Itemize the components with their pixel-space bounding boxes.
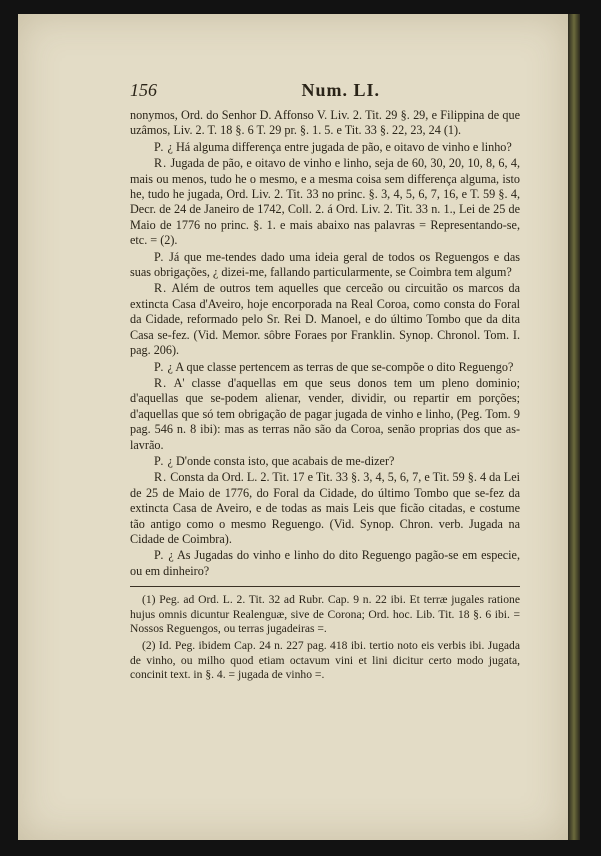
paragraph-text: Já que me-tendes dado uma ideia geral de todos os Reguengos e das suas obrigações, ¿ dizei-me, fallando particularmente, se Coimbra tem algum? xyxy=(130,249,520,280)
paragraph-text: Consta da Ord. L. 2. Tit. 17 e Tit. 33 §. 3, 4, 5, 6, 7, e Tit. 59 §. 4 da Lei de 25 de Maio de 1776, do Foral da Cidade, do último Tombo que se-fez da extincta Casa de Aveiro, e de todas as mais Leis que ficão citadas, e costume tão antigo como o mesmo Reguengo. (Vid. Synop. Chron. verb. Jugada na Cidade de Coimbra). xyxy=(130,470,520,546)
speaker-label: P. xyxy=(154,359,165,374)
page-text xyxy=(130,80,520,685)
footnote-divider xyxy=(130,586,520,587)
speaker-label: R. xyxy=(154,470,168,485)
paragraph xyxy=(130,250,520,281)
footnote: (1) Peg. ad Ord. L. 2. Tit. 32 ad Rubr. Cap. 9 n. 22 ibi. Et terræ jugales ratione hujus omnis dicuntur Realenguæ, sive de Corona; Ord. hoc. Lib. Tit. 18 §. 6 ibi. = Nossos Reguengos, ou terras jugadeiras =. xyxy=(130,593,520,636)
footnote: (2) Id. Peg. ibidem Cap. 24 n. 227 pag. 418 ibi. tertio noto eis verbis ibi. Jugada de vinho, ou milho quod etiam octavum vini et lini dicitur certo modo jugata, concinit text. in §. 4. = jugada de vinho =. xyxy=(130,638,520,682)
paragraph xyxy=(130,281,520,358)
speaker-label: R. xyxy=(154,156,168,171)
paragraph-text: A' classe d'aquellas em que seus donos tem um pleno dominio; d'aquellas que se-podem alienar, vender, dividir, ou repartir em porções; d'aquellas que só tem obrigação de pagar jugada de vinho e linho, (Peg. Tom. 9 pag. 546 n. 8 ibi): mas as terras não são da Coroa, senão proprias dos que as-lavrão. xyxy=(130,375,520,452)
paragraph-text: nonymos, Ord. do Senhor D. Affonso V. Liv. 2. Tit. 29 §. 29, e Filippina de que uzâmos, Liv. 2. T. 18 §. 6 T. 29 pr. §. 1. 5. e Tit. 33 §. 22, 23, 24 (1). xyxy=(130,108,520,138)
speaker-label: R. xyxy=(154,281,168,296)
paragraph-text: Além de outros tem aquelles que cerceão ou circuitão os marcos da extincta Casa d'Aveiro, hoje encorporada na Real Coroa, como consta do Foral da Cidade, reformado pelo Sr. Rei D. Manoel, e do último Tombo que da dita Casa se-fez. (Vid. Memor. sôbre Foraes por Franklin. Synop. Chronol. Tom. I. pag. 206). xyxy=(130,281,521,358)
paragraph xyxy=(130,470,520,547)
paragraph-text: ¿ A que classe pertencem as terras de que se-compõe o dito Reguengo? xyxy=(167,359,514,374)
paragraph xyxy=(130,140,520,155)
speaker-label: P. xyxy=(154,453,165,468)
paragraph xyxy=(130,454,520,469)
paragraph xyxy=(130,108,520,139)
speaker-label: R. xyxy=(154,375,168,390)
book-spine xyxy=(568,14,580,840)
speaker-label: P. xyxy=(154,249,165,264)
page-number: 156 xyxy=(130,80,157,100)
paragraph xyxy=(130,548,520,579)
paragraph-text: ¿ Há alguma differença entre jugada de pão, e oitavo de vinho e linho? xyxy=(167,139,512,154)
speaker-label: P. xyxy=(154,548,165,563)
paragraph-text: Jugada de pão, e oitavo de vinho e linho, seja de 60, 30, 20, 10, 8, 6, 4, mais ou menos, tudo he o mesmo, e a mesma coisa sem differença alguma, isto he, tudo he jugada, Ord. Liv. 2. Tit. 33 no princ. §. 3, 4, 5, 6, 7, 16, e T. 59 §. 4, Decr. de 24 de Janeiro de 1742, Coll. 2. á Ord. Liv. 2. Tit. 33 n. 1., Lei de 25 de Maio de 1776 no princ. §. 1. e mais abaixo nas palavras = Representando-se, etc. = (2). xyxy=(130,156,521,248)
speaker-label: P. xyxy=(154,139,165,154)
running-title: Num. LI. xyxy=(301,80,380,100)
paragraph-text: ¿ D'onde consta isto, que acabais de me-dizer? xyxy=(167,453,395,468)
page-header xyxy=(130,80,380,100)
paragraph xyxy=(130,376,520,453)
paragraph xyxy=(130,360,520,375)
paragraph xyxy=(130,156,520,248)
paragraph-text: ¿ As Jugadas do vinho e linho do dito Reguengo pagão-se em especie, ou em dinheiro? xyxy=(130,548,520,578)
